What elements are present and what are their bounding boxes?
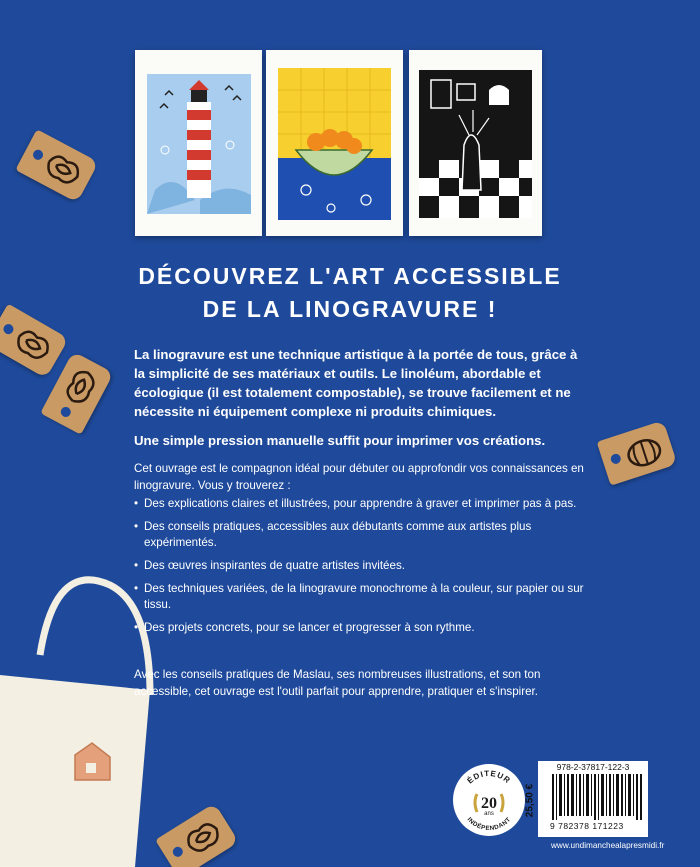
- print-kitchen: [409, 50, 542, 236]
- headline: [0, 260, 700, 326]
- feature-list: [134, 496, 584, 636]
- list-item: • Des techniques variées, de la linogravure monochrome à la couleur, sur papier ou sur tissu.: [134, 581, 584, 614]
- kraft-tag: [155, 803, 239, 867]
- print-bowl: [266, 50, 403, 236]
- laurel-badge-icon: [453, 764, 525, 836]
- intro-paragraph-2: Une simple pression manuelle suffit pour imprimer vos créations.: [134, 433, 546, 448]
- badge-ans: ans: [484, 811, 494, 817]
- print-lighthouse: [135, 50, 262, 236]
- kraft-tag: [597, 420, 678, 485]
- intro-paragraph-1: La linogravure est une technique artistique à la portée de tous, grâce à la simplicité de ses matériaux et outils. Le linoléum, abordable et écologique (il est totalement compostable), se trouve facilement et ne nécessite ni équipement complexe ni produits chimiques.: [134, 347, 578, 419]
- headline-line-2: DE LA LINOGRAVURE !: [202, 296, 498, 322]
- pumpkin-stamp-icon: [617, 427, 670, 475]
- badge-number: 20: [481, 795, 497, 812]
- kitchen-illustration: [409, 50, 542, 236]
- barcode-block: [524, 761, 648, 837]
- barcode-icon: [552, 774, 644, 820]
- rose-stamp-icon: [35, 143, 91, 195]
- rose-stamp-icon: [54, 359, 106, 415]
- bowl-illustration: [266, 50, 403, 236]
- list-item: • Des œuvres inspirantes de quatre artistes invitées.: [134, 558, 584, 575]
- publisher-badge: [453, 764, 525, 836]
- outro-text: Avec les conseils pratiques de Maslau, ses nombreuses illustrations, et son ton accessible, cet ouvrage est l'outil parfait pour apprendre, pratiquer et s'inspirer.: [134, 668, 541, 698]
- list-item: • Des projets concrets, pour se lancer et progresser à son rythme.: [134, 620, 584, 637]
- badge-bottom-text: INDÉPENDANT: [465, 816, 513, 833]
- list-item: • Des explications claires et illustrées, pour apprendre à graver et imprimer pas à pas.: [134, 496, 584, 513]
- badge-top-text: ÉDITEUR: [465, 768, 513, 786]
- svg-text:INDÉPENDANT: [466, 816, 513, 832]
- price-text: 25,50 €: [524, 783, 536, 818]
- rose-stamp-icon: [175, 810, 231, 864]
- body-text: [134, 461, 584, 642]
- publisher-url: www.undimanchealapresmidi.fr: [551, 841, 665, 850]
- svg-text:ÉDITEUR: [466, 769, 513, 786]
- intro-text: [134, 345, 584, 460]
- list-item: • Des conseils pratiques, accessibles aux débutants comme aux artistes plus expérimentés.: [134, 519, 584, 552]
- headline-line-1: DÉCOUVREZ L'ART ACCESSIBLE: [138, 263, 562, 289]
- tag-hole: [609, 453, 622, 466]
- lighthouse-illustration: [135, 50, 262, 236]
- kraft-tag: [15, 129, 98, 202]
- body-lead: Cet ouvrage est le compagnon idéal pour débuter ou approfondir vos connaissances en linogravure. Vous y trouverez :: [134, 462, 584, 492]
- barcode-digits: 9 782378 171223: [550, 821, 624, 831]
- isbn-text: 978-2-37817-122-3: [556, 762, 630, 772]
- tag-hole: [59, 405, 73, 419]
